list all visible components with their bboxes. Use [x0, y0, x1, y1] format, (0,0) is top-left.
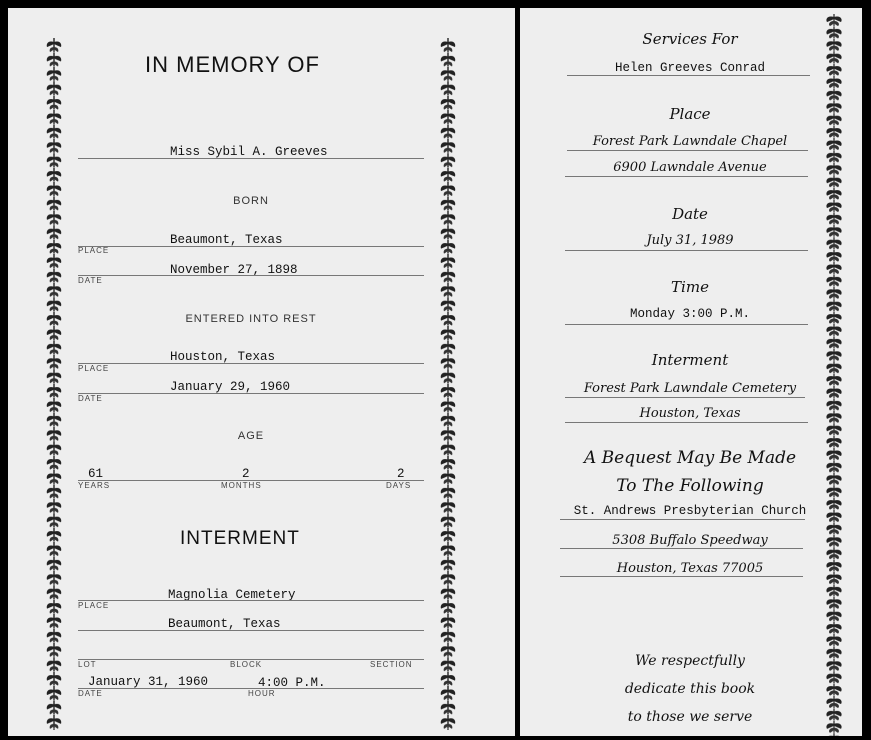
born-date-value: November 27, 1898	[170, 263, 298, 277]
bequest-line2: To The Following	[616, 476, 764, 496]
date-value: July 31, 1989	[646, 233, 734, 248]
interment-date-label: DATE	[78, 689, 103, 698]
dedication-line1: We respectfully	[635, 653, 745, 669]
place-line1-rule	[567, 150, 808, 151]
dedication-line2: dedicate this book	[624, 681, 756, 697]
rest-place-rule	[78, 363, 424, 364]
interment-line2-rule	[565, 422, 808, 423]
interment-line2: Houston, Texas	[639, 406, 741, 421]
age-days-label: DAYS	[386, 481, 412, 490]
age-months-value: 2	[242, 467, 250, 481]
age-months-label: MONTHS	[221, 481, 262, 490]
dedication-line3: to those we serve	[627, 709, 753, 725]
right-page	[520, 8, 862, 736]
interment-place-label: PLACE	[78, 601, 110, 610]
right-vine-border-ornament	[823, 14, 845, 736]
age-days-value: 2	[397, 467, 405, 481]
interment-place-rule	[78, 600, 424, 601]
date-rule	[565, 250, 808, 251]
block-label: BLOCK	[230, 660, 263, 669]
born-place-label: PLACE	[78, 246, 110, 255]
born-date-label: DATE	[78, 276, 103, 285]
time-title: Time	[671, 278, 709, 296]
rest-heading: ENTERED INTO REST	[185, 313, 317, 325]
age-years-value: 61	[88, 467, 104, 481]
born-place-rule	[78, 246, 424, 247]
place-line1: Forest Park Lawndale Chapel	[592, 134, 788, 149]
rest-place-value: Houston, Texas	[170, 350, 276, 364]
services-rule	[567, 75, 810, 76]
services-title: Services For	[642, 30, 738, 48]
services-name: Helen Greeves Conrad	[614, 61, 766, 75]
page-heading: IN MEMORY OF	[145, 52, 320, 77]
lot-label: LOT	[78, 660, 97, 669]
bequest-line1: A Bequest May Be Made	[583, 448, 797, 468]
lot-rule	[78, 659, 424, 660]
interment-line1: Forest Park Lawndale Cemetery	[583, 381, 797, 396]
center-vine-border-ornament	[438, 38, 458, 730]
interment-hour-value: 4:00 P.M.	[258, 676, 326, 690]
charity-line2: 5308 Buffalo Speedway	[612, 533, 768, 548]
interment-hour-label: HOUR	[248, 689, 276, 698]
interment-title: Interment	[651, 351, 729, 369]
time-value: Monday 3:00 P.M.	[629, 307, 751, 321]
charity-line3: Houston, Texas 77005	[616, 561, 764, 576]
time-rule	[565, 324, 808, 325]
interment-date-value: January 31, 1960	[88, 675, 209, 689]
age-heading: AGE	[237, 430, 265, 442]
charity-line3-rule	[560, 576, 803, 577]
date-title: Date	[672, 205, 708, 223]
age-years-label: YEARS	[78, 481, 111, 490]
name-rule	[78, 158, 424, 159]
rest-date-label: DATE	[78, 394, 103, 403]
charity-line2-rule	[560, 548, 803, 549]
interment-city-value: Beaumont, Texas	[168, 617, 281, 631]
left-page	[8, 8, 515, 736]
left-vine-border-ornament	[44, 38, 64, 730]
place-line2: 6900 Lawndale Avenue	[613, 160, 767, 175]
place-title: Place	[669, 105, 711, 123]
section-label: SECTION	[370, 660, 413, 669]
rest-place-label: PLACE	[78, 364, 110, 373]
interment-city-rule	[78, 630, 424, 631]
charity-line1-rule	[560, 519, 805, 520]
charity-line1: St. Andrews Presbyterian Church	[573, 504, 807, 518]
rest-date-value: January 29, 1960	[170, 380, 291, 394]
interment-line1-rule	[565, 397, 805, 398]
born-heading: BORN	[233, 195, 269, 207]
born-place-value: Beaumont, Texas	[170, 233, 283, 247]
deceased-name: Miss Sybil A. Greeves	[170, 145, 328, 159]
born-date-rule	[78, 275, 424, 276]
interment-place-value: Magnolia Cemetery	[168, 588, 296, 602]
interment-heading: INTERMENT	[180, 528, 300, 549]
rest-date-rule	[78, 393, 424, 394]
place-line2-rule	[565, 176, 808, 177]
